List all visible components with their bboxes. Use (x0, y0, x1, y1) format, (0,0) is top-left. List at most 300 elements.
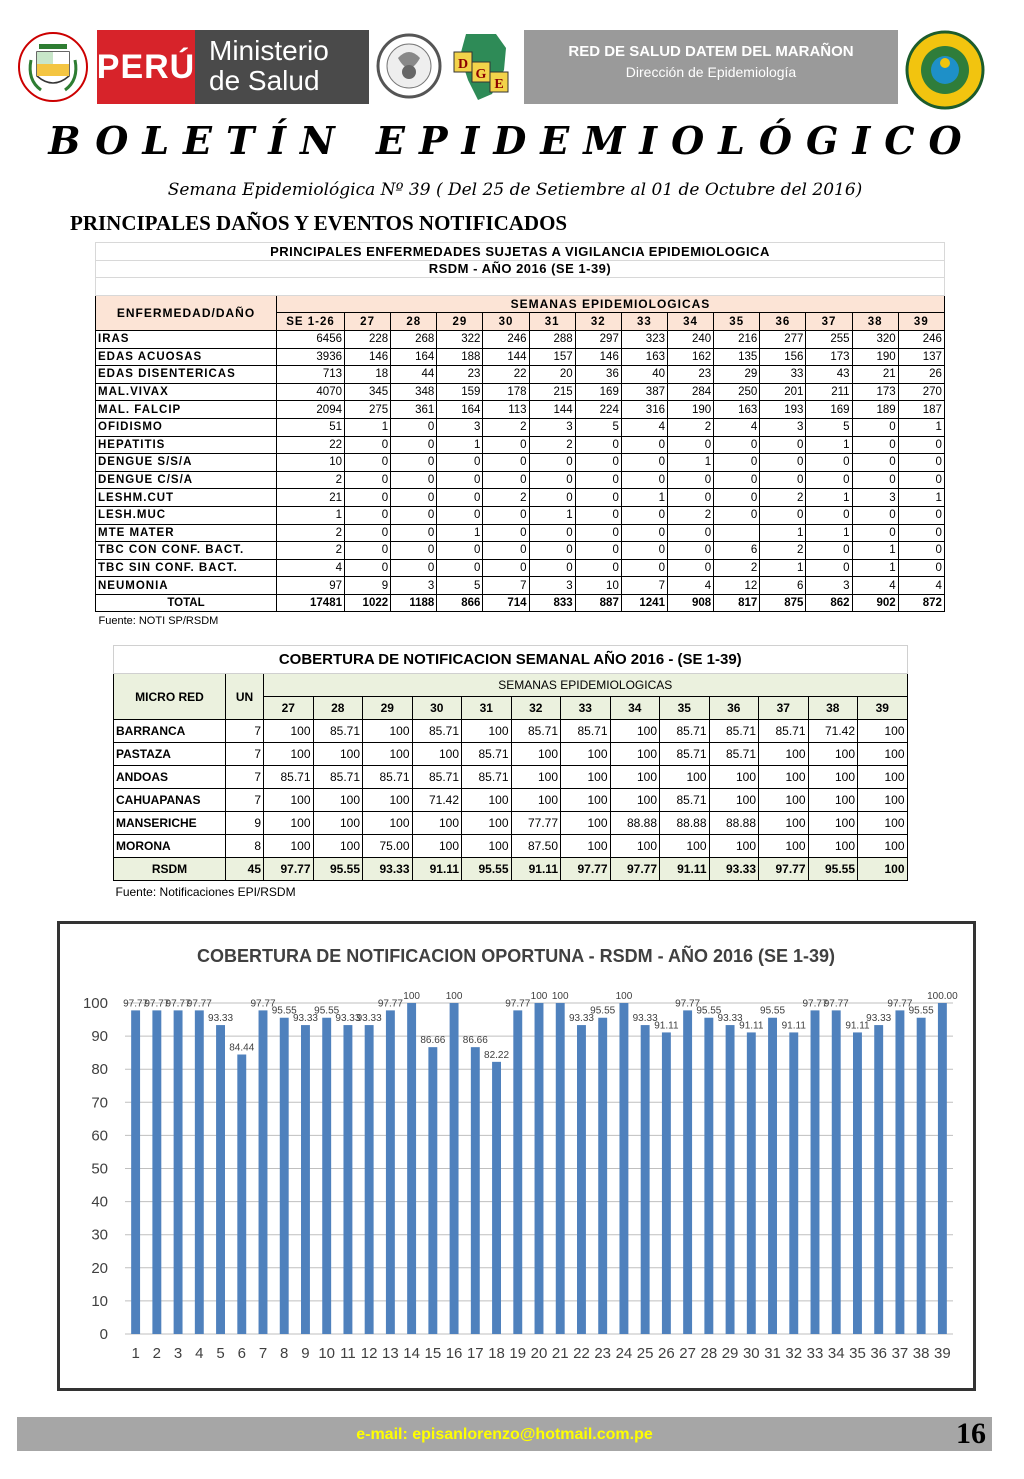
week-column-header: 27 (345, 313, 391, 331)
chart-bar (280, 1018, 289, 1334)
week-column-header: 37 (806, 313, 852, 331)
disease-count-cell: 7 (483, 577, 529, 595)
coverage-cell: 100 (709, 835, 759, 858)
coverage-cell: 95.55 (808, 858, 858, 881)
disease-count-cell: 6456 (277, 330, 345, 348)
chart-bar (556, 1003, 565, 1334)
chart-x-tick-label: 22 (573, 1345, 590, 1362)
total-cell: 833 (529, 594, 575, 612)
disease-count-cell: 0 (852, 454, 898, 472)
disease-count-cell: 144 (483, 348, 529, 366)
coverage-cell: 100 (858, 766, 908, 789)
coverage-cell: 100 (511, 789, 561, 812)
disease-count-cell: 1 (898, 489, 944, 507)
un-header: UN (226, 674, 264, 720)
coverage-cell: 100 (610, 789, 660, 812)
disease-count-cell: 0 (529, 471, 575, 489)
disease-count-cell: 0 (483, 506, 529, 524)
page-number: 16 (956, 1417, 986, 1450)
disease-count-cell: 1 (806, 524, 852, 542)
disease-count-cell: 0 (852, 418, 898, 436)
coverage-week-header: 35 (660, 697, 710, 720)
disease-count-cell: 1 (277, 506, 345, 524)
chart-bar (301, 1025, 310, 1334)
disease-name: LESH.MUC (96, 506, 277, 524)
disease-count-cell: 0 (621, 436, 667, 454)
disease-count-cell: 0 (806, 559, 852, 577)
disease-count-cell: 4070 (277, 383, 345, 401)
chart-data-label: 82.22 (484, 1049, 510, 1061)
disease-count-cell: 2 (277, 471, 345, 489)
chart-data-label: 86.66 (462, 1035, 488, 1047)
disease-count-cell: 169 (806, 401, 852, 419)
coverage-table-source: Fuente: Notificaciones EPI/RSDM (115, 885, 296, 900)
chart-bar (386, 1010, 395, 1334)
disease-name: NEUMONIA (96, 577, 277, 595)
disease-count-cell: 250 (714, 383, 760, 401)
chart-x-tick-label: 8 (280, 1345, 289, 1362)
disease-count-cell: 163 (714, 401, 760, 419)
chart-bar (683, 1010, 692, 1334)
week-column-header: 32 (575, 313, 621, 331)
disease-count-cell: 5 (575, 418, 621, 436)
chart-x-tick-label: 13 (382, 1345, 399, 1362)
chart-data-label: 97.77 (823, 998, 849, 1010)
disease-count-cell (714, 524, 760, 542)
chart-x-tick-label: 3 (173, 1345, 183, 1362)
disease-row (96, 489, 945, 507)
micro-red-name: PASTAZA (114, 743, 226, 766)
disease-count-cell: 9 (345, 577, 391, 595)
coverage-cell: 85.71 (511, 720, 561, 743)
chart-bar (726, 1025, 735, 1334)
chart-bar (259, 1010, 268, 1334)
disease-count-cell: 0 (483, 471, 529, 489)
chart-data-label: 97.77 (802, 998, 828, 1010)
chart-bar (747, 1032, 756, 1334)
disease-count-cell: 0 (529, 489, 575, 507)
coverage-week-header: 31 (462, 697, 512, 720)
chart-x-tick-label: 39 (934, 1345, 951, 1362)
disease-row (96, 383, 945, 401)
disease-count-cell: 0 (345, 559, 391, 577)
total-cell: 902 (852, 594, 898, 612)
chart-y-tick-label: 90 (91, 1028, 108, 1046)
disease-count-cell: 26 (898, 366, 944, 384)
coverage-cell: 88.88 (709, 812, 759, 835)
coverage-table (113, 645, 907, 904)
chart-bar (895, 1010, 904, 1334)
coverage-cell: 100 (313, 743, 363, 766)
micro-red-name: CAHUAPANAS (114, 789, 226, 812)
chart-x-tick-label: 37 (891, 1345, 909, 1362)
chart-data-label: 93.33 (356, 1013, 382, 1025)
chart-y-tick-label: 80 (91, 1061, 108, 1079)
disease-count-cell: 4 (898, 577, 944, 595)
coverage-cell: 100 (808, 743, 858, 766)
chart-bar (237, 1055, 246, 1334)
disease-count-cell: 0 (667, 471, 713, 489)
coverage-cell: 85.71 (660, 743, 710, 766)
chart-bar (917, 1018, 926, 1334)
chart-x-tick-label: 32 (785, 1345, 803, 1362)
bulletin-subtitle: Semana Epidemiológica Nº 39 ( Del 25 de Setiembre al 01 de Octubre del 2016) (167, 180, 863, 200)
disease-count-cell: 1 (437, 524, 483, 542)
disease-count-cell: 169 (575, 383, 621, 401)
disease-count-cell: 2 (667, 418, 713, 436)
chart-bar (662, 1032, 671, 1334)
chart-x-tick-label: 33 (806, 1345, 824, 1362)
disease-count-cell: 246 (898, 330, 944, 348)
coverage-table-caption: COBERTURA DE NOTIFICACION SEMANAL AÑO 2016 - (SE 1-39) (114, 646, 908, 674)
disease-count-cell: 22 (483, 366, 529, 384)
coverage-cell: 100 (709, 766, 759, 789)
disease-count-cell: 0 (852, 506, 898, 524)
un-count: 7 (226, 720, 264, 743)
disease-count-cell: 0 (575, 436, 621, 454)
disease-name: EDAS ACUOSAS (96, 348, 277, 366)
total-cell: 714 (483, 594, 529, 612)
disease-count-cell: 255 (806, 330, 852, 348)
chart-bar (641, 1025, 650, 1334)
disease-count-cell: 0 (898, 436, 944, 454)
coverage-week-header: 32 (511, 697, 561, 720)
disease-name: OFIDISMO (96, 418, 277, 436)
disease-count-cell: 1 (760, 559, 806, 577)
disease-count-cell: 2 (277, 542, 345, 560)
disease-row (96, 524, 945, 542)
disease-count-cell: 0 (437, 542, 483, 560)
disease-count-cell: 0 (575, 506, 621, 524)
chart-bar (853, 1032, 862, 1334)
disease-row (96, 436, 945, 454)
disease-count-cell: 361 (391, 401, 437, 419)
brand-ministry (195, 30, 369, 104)
coverage-cell: 100 (610, 743, 660, 766)
coverage-cell: 100 (363, 720, 413, 743)
chart-data-label: 93.33 (866, 1013, 892, 1025)
coverage-cell: 91.11 (660, 858, 710, 881)
diseases-table (95, 242, 944, 630)
chart-x-tick-label: 14 (403, 1345, 420, 1362)
disease-count-cell: 0 (345, 436, 391, 454)
coverage-cell: 97.77 (759, 858, 809, 881)
coverage-cell: 100 (363, 743, 413, 766)
disease-count-cell: 0 (483, 436, 529, 454)
coverage-cell: 85.71 (264, 766, 314, 789)
micro-red-name: MORONA (114, 835, 226, 858)
disease-count-cell: 215 (529, 383, 575, 401)
disease-count-cell: 44 (391, 366, 437, 384)
brand-ministry-line2: de Salud (209, 65, 320, 96)
disease-count-cell: 4 (621, 418, 667, 436)
disease-count-cell: 0 (529, 524, 575, 542)
chart-data-label: 100 (445, 991, 463, 1002)
chart-x-tick-label: 25 (636, 1345, 654, 1362)
disease-count-cell: 1 (345, 418, 391, 436)
disease-count-cell: 224 (575, 401, 621, 419)
disease-count-cell: 288 (529, 330, 575, 348)
coverage-cell: 100 (858, 789, 908, 812)
disease-count-cell: 0 (529, 559, 575, 577)
disease-name: TBC SIN CONF. BACT. (96, 559, 277, 577)
total-cell: 1188 (391, 594, 437, 612)
coverage-cell: 100 (858, 812, 908, 835)
disease-count-cell: 3 (529, 418, 575, 436)
coverage-week-header: 27 (264, 697, 314, 720)
micro-red-name: BARRANCA (114, 720, 226, 743)
coverage-cell: 87.50 (511, 835, 561, 858)
chart-data-label: 97.77 (675, 998, 701, 1010)
disease-count-cell: 113 (483, 401, 529, 419)
renace-logo (374, 28, 444, 104)
disease-count-cell: 0 (806, 542, 852, 560)
coverage-cell: 85.71 (709, 720, 759, 743)
disease-count-cell: 0 (391, 559, 437, 577)
un-count: 8 (226, 835, 264, 858)
chart-data-label: 91.11 (781, 1020, 806, 1032)
disease-count-cell: 0 (437, 454, 483, 472)
chart-data-label: 95.55 (271, 1005, 297, 1017)
disease-count-cell: 18 (345, 366, 391, 384)
disease-count-cell: 0 (714, 489, 760, 507)
coverage-row (114, 812, 908, 835)
coverage-week-header: 28 (313, 697, 363, 720)
disease-count-cell: 216 (714, 330, 760, 348)
disease-count-cell: 201 (760, 383, 806, 401)
disease-count-cell: 178 (483, 383, 529, 401)
svg-text:G: G (475, 67, 487, 82)
chart-x-tick-label: 20 (530, 1345, 548, 1362)
disease-count-cell: 156 (760, 348, 806, 366)
disease-count-cell: 0 (483, 454, 529, 472)
chart-bar (152, 1010, 161, 1334)
disease-name: IRAS (96, 330, 277, 348)
coverage-cell: 91.11 (511, 858, 561, 881)
disease-count-cell: 0 (575, 489, 621, 507)
disease-count-cell: 0 (714, 436, 760, 454)
coverage-cell: 100 (462, 789, 512, 812)
chart-data-label: 100 (530, 991, 548, 1002)
coverage-cell: 88.88 (610, 812, 660, 835)
disease-count-cell: 23 (667, 366, 713, 384)
coverage-cell: 100 (412, 743, 462, 766)
disease-name: MTE MATER (96, 524, 277, 542)
chart-x-tick-label: 12 (360, 1345, 378, 1362)
coverage-row (114, 720, 908, 743)
chart-data-label: 97.77 (165, 998, 191, 1010)
chart-data-label: 95.55 (760, 1005, 786, 1017)
disease-count-cell: 22 (277, 436, 345, 454)
coverage-cell: 100 (858, 835, 908, 858)
disease-count-cell: 0 (852, 524, 898, 542)
coverage-cell: 100 (808, 789, 858, 812)
network-department: Dirección de Epidemiología (625, 64, 797, 80)
coverage-cell: 100 (709, 789, 759, 812)
chart-data-label: 97.77 (144, 998, 170, 1010)
chart-data-label: 93.33 (632, 1013, 658, 1025)
total-cell: 1241 (621, 594, 667, 612)
disease-count-cell: 0 (852, 436, 898, 454)
disease-name: MAL.VIVAX (96, 383, 277, 401)
disease-count-cell: 23 (437, 366, 483, 384)
coverage-week-header: 37 (759, 697, 809, 720)
disease-count-cell: 4 (714, 418, 760, 436)
chart-x-tick-label: 36 (870, 1345, 888, 1362)
disease-count-cell: 0 (437, 506, 483, 524)
disease-count-cell: 0 (806, 454, 852, 472)
chart-x-tick-label: 35 (849, 1345, 866, 1362)
disease-count-cell: 137 (898, 348, 944, 366)
disease-count-cell: 0 (575, 454, 621, 472)
disease-count-cell: 43 (806, 366, 852, 384)
disease-count-cell: 0 (667, 489, 713, 507)
disease-count-cell: 0 (621, 542, 667, 560)
chart-data-label: 84.44 (229, 1042, 255, 1054)
chart-bar (492, 1062, 501, 1334)
disease-count-cell: 0 (345, 524, 391, 542)
disease-count-cell: 0 (667, 559, 713, 577)
total-cell: 1022 (345, 594, 391, 612)
chart-y-tick-label: 10 (91, 1292, 108, 1310)
disease-count-cell: 2 (483, 418, 529, 436)
disease-row (96, 559, 945, 577)
disease-name: DENGUE S/S/A (96, 454, 277, 472)
section-title: PRINCIPALES DAÑOS Y EVENTOS NOTIFICADOS (70, 211, 568, 235)
diseases-table-source: Fuente: NOTI SP/RSDM (98, 615, 219, 628)
coverage-cell: 100 (363, 812, 413, 835)
coverage-cell: 100 (462, 720, 512, 743)
disease-count-cell: 0 (621, 559, 667, 577)
disease-count-cell: 51 (277, 418, 345, 436)
chart-bar (874, 1025, 883, 1334)
micro-red-name: ANDOAS (114, 766, 226, 789)
chart-bar (832, 1010, 841, 1334)
disease-count-cell: 345 (345, 383, 391, 401)
coverage-cell: 100 (561, 835, 611, 858)
coverage-cell: 93.33 (363, 858, 413, 881)
chart-data-label: 93.33 (717, 1013, 743, 1025)
disease-count-cell: 1 (852, 559, 898, 577)
week-column-header: 35 (714, 313, 760, 331)
chart-x-tick-label: 1 (131, 1345, 140, 1362)
chart-y-tick-label: 70 (91, 1094, 108, 1112)
coverage-cell: 97.77 (610, 858, 660, 881)
disease-count-cell: 0 (345, 506, 391, 524)
dge-logo (446, 28, 520, 104)
coverage-cell: 100 (759, 835, 809, 858)
chart-bar (131, 1010, 140, 1334)
disease-count-cell: 228 (345, 330, 391, 348)
disease-count-cell: 268 (391, 330, 437, 348)
disease-count-cell: 144 (529, 401, 575, 419)
page-footer (17, 1417, 992, 1451)
disease-count-cell: 193 (760, 401, 806, 419)
disease-count-cell: 0 (529, 542, 575, 560)
coverage-cell: 85.71 (363, 766, 413, 789)
chart-x-tick-label: 28 (700, 1345, 718, 1362)
disease-count-cell: 33 (760, 366, 806, 384)
disease-row (96, 542, 945, 560)
disease-count-cell: 0 (898, 559, 944, 577)
coverage-row (114, 766, 908, 789)
chart-data-label: 97.77 (123, 998, 149, 1010)
disease-count-cell: 0 (621, 471, 667, 489)
week-column-header: 36 (760, 313, 806, 331)
disease-count-cell: 0 (575, 559, 621, 577)
disease-row (96, 418, 945, 436)
disease-count-cell: 36 (575, 366, 621, 384)
week-column-header: 33 (621, 313, 667, 331)
disease-count-cell: 1 (760, 524, 806, 542)
disease-name: TBC CON CONF. BACT. (96, 542, 277, 560)
coverage-cell: 100 (858, 858, 908, 881)
chart-data-label: 91.11 (654, 1020, 679, 1032)
disease-count-cell: 0 (575, 542, 621, 560)
disease-count-cell: 2 (714, 559, 760, 577)
chart-bar (343, 1025, 352, 1334)
week-column-header: 34 (667, 313, 713, 331)
coverage-cell: 100 (412, 812, 462, 835)
disease-count-cell: 0 (391, 418, 437, 436)
disease-count-cell: 0 (391, 542, 437, 560)
chart-data-label: 95.55 (590, 1005, 616, 1017)
disease-count-cell: 1 (806, 489, 852, 507)
coverage-week-header: 33 (561, 697, 611, 720)
chart-bar (365, 1025, 374, 1334)
coverage-cell: 100 (363, 789, 413, 812)
datem-network-logo (905, 30, 985, 110)
coverage-cell: 95.55 (313, 858, 363, 881)
un-count: 9 (226, 812, 264, 835)
coverage-cell: 75.00 (363, 835, 413, 858)
coverage-cell: 100 (610, 835, 660, 858)
disease-count-cell: 190 (852, 348, 898, 366)
coverage-cell: 85.71 (412, 766, 462, 789)
disease-count-cell: 0 (760, 471, 806, 489)
week-column-header: 31 (529, 313, 575, 331)
disease-count-cell: 164 (437, 401, 483, 419)
coverage-cell: 100 (462, 835, 512, 858)
disease-count-cell: 10 (575, 577, 621, 595)
chart-x-tick-label: 15 (424, 1345, 442, 1362)
disease-count-cell: 4 (667, 577, 713, 595)
coverage-cell: 71.42 (412, 789, 462, 812)
disease-count-cell: 348 (391, 383, 437, 401)
coverage-week-header: 30 (412, 697, 462, 720)
disease-count-cell: 135 (714, 348, 760, 366)
chart-data-label: 100 (551, 991, 569, 1002)
disease-count-cell: 0 (391, 471, 437, 489)
disease-count-cell: 240 (667, 330, 713, 348)
disease-count-cell: 1 (667, 454, 713, 472)
disease-count-cell: 0 (667, 436, 713, 454)
coverage-cell: 100 (264, 720, 314, 743)
disease-count-cell: 4 (852, 577, 898, 595)
disease-count-cell: 1 (621, 489, 667, 507)
coverage-cell: 85.71 (759, 720, 809, 743)
chart-title: COBERTURA DE NOTIFICACION OPORTUNA - RSDM - AÑO 2016 (SE 1-39) (196, 946, 836, 966)
chart-x-tick-label: 11 (340, 1345, 356, 1362)
disease-count-cell: 316 (621, 401, 667, 419)
chart-y-tick-label: 30 (91, 1226, 108, 1244)
disease-count-cell: 0 (437, 559, 483, 577)
coverage-cell: 77.77 (511, 812, 561, 835)
coverage-cell: 95.55 (462, 858, 512, 881)
chart-x-tick-label: 27 (679, 1345, 696, 1362)
disease-count-cell: 0 (667, 542, 713, 560)
disease-count-cell: 0 (898, 542, 944, 560)
